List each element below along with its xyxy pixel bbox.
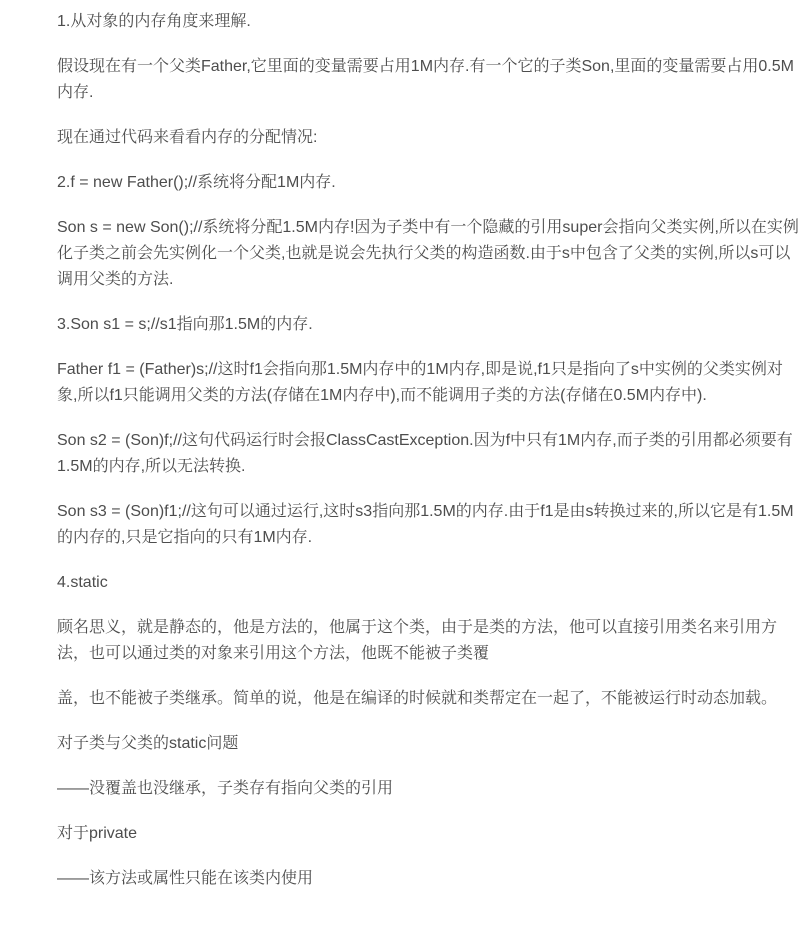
- paragraph-private-answer: ——该方法或属性只能在该类内使用: [57, 870, 314, 887]
- paragraph-new-father: 2.f = new Father();//系统将分配1M内存.: [57, 174, 336, 191]
- paragraph-memory-heading: 1.从对象的内存角度来理解.: [57, 13, 251, 30]
- paragraph-static-explain-1: 顾名思义，就是静态的，他是方法的，他属于这个类，由于是类的方法，他可以直接引用类名来引用方法，也可以通过类的对象来引用这个方法，他既不能被子类覆: [57, 619, 778, 662]
- paragraph-father-f1: Father f1 = (Father)s;//这时f1会指向那1.5M内存中的1M内存,即是说,f1只是指向了s中实例的父类实例对象,所以f1只能调用父类的方法(存储在1M内存中),而不能调用子类的方法(存储在0.5M内存中).: [57, 361, 783, 404]
- paragraph-static-explain-2: 盖，也不能被子类继承。简单的说，他是在编译的时候就和类帮定在一起了，不能被运行时动态加载。: [57, 690, 778, 707]
- paragraph-private-heading: 对于private: [57, 825, 138, 842]
- paragraph-son-s1: 3.Son s1 = s;//s1指向那1.5M的内存.: [57, 316, 313, 333]
- paragraph-father-son-intro: 假设现在有一个父类Father,它里面的变量需要占用1M内存.有一个它的子类Son,里面的变量需要占用0.5M内存.: [57, 58, 794, 101]
- paragraph-son-s3: Son s3 = (Son)f1;//这句可以通过运行,这时s3指向那1.5M的内存.由于f1是由s转换过来的,所以它是有1.5M的内存的,只是它指向的只有1M内存.: [57, 503, 794, 546]
- paragraph-static-heading: 4.static: [57, 574, 108, 591]
- paragraph-code-intro: 现在通过代码来看看内存的分配情况:: [57, 129, 318, 146]
- paragraph-son-s2: Son s2 = (Son)f;//这句代码运行时会报ClassCastException.因为f中只有1M内存,而子类的引用都必须要有1.5M的内存,所以无法转换.: [57, 432, 793, 475]
- paragraph-new-son: Son s = new Son();//系统将分配1.5M内存!因为子类中有一个隐藏的引用super会指向父类实例,所以在实例化子类之前会先实例化一个父类,也就是说会先执行父类的构造函数.由于s中包含了父类的实例,所以s可以调用父类的方法.: [57, 219, 799, 288]
- paragraph-static-subclass-answer: ——没覆盖也没继承，子类存有指向父类的引用: [57, 780, 394, 797]
- paragraph-static-subclass-question: 对子类与父类的static问题: [57, 735, 239, 752]
